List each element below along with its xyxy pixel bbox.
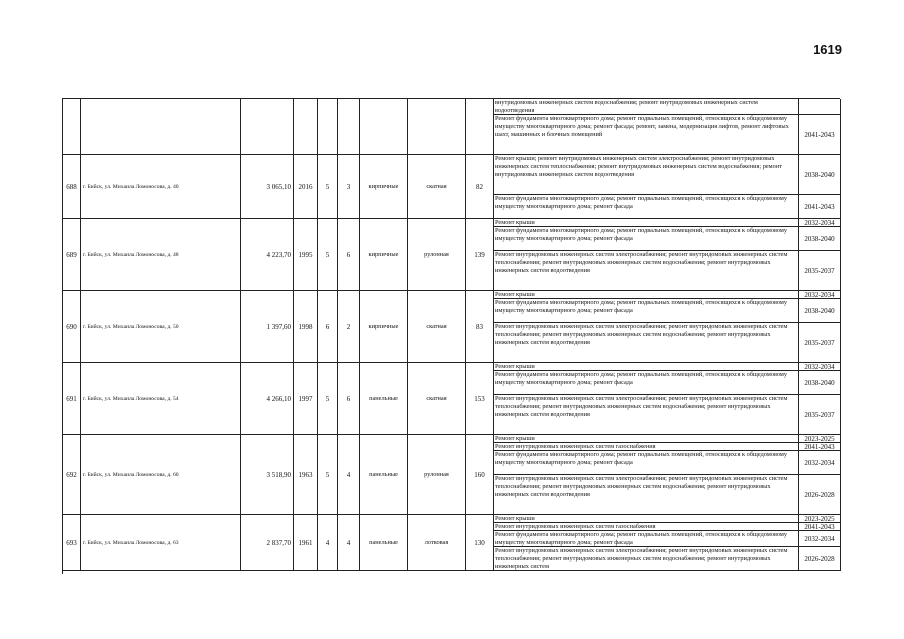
term-cell: 2038-2040 bbox=[799, 155, 841, 195]
work-cell: Ремонт внутридомовых инженерных систем электроснабжения; ремонт внутридомовых инженерных систем теплоснабжения; ремонт внутридомовых инженерных систем водоснабжения; ремонт внутридомовых инженерных систем водоотведения bbox=[494, 395, 799, 435]
work-cell: Ремонт фундамента многоквартирного дома; ремонт подвальных помещений, относящихся к общедомовому имуществу многоквартирного дома; ремонт фасада bbox=[494, 451, 799, 475]
row-number: 689 bbox=[63, 219, 81, 291]
work-cell: Ремонт крыши bbox=[494, 219, 799, 227]
row-number: 691 bbox=[63, 363, 81, 435]
wall-material: панельные bbox=[360, 363, 408, 435]
build-year: 1997 bbox=[294, 363, 318, 435]
row-number: 692 bbox=[63, 435, 81, 515]
term-cell: 2041-2043 bbox=[799, 443, 841, 451]
roof-type: рулонная bbox=[408, 435, 466, 515]
residents-count: 139 bbox=[466, 219, 494, 291]
build-year: 1961 bbox=[294, 515, 318, 571]
roof-type: скатная bbox=[408, 363, 466, 435]
wall-material: кирпичные bbox=[360, 291, 408, 363]
floors-count: 4 bbox=[318, 515, 338, 571]
floors-count: 5 bbox=[318, 363, 338, 435]
work-cell: Ремонт фундамента многоквартирного дома; ремонт подвальных помещений, относящихся к общедомовому имуществу многоквартирного дома; ремонт фасада bbox=[494, 371, 799, 395]
cont-num-cell bbox=[63, 99, 81, 155]
residents-count: 82 bbox=[466, 155, 494, 219]
term-cell: 2035-2037 bbox=[799, 395, 841, 435]
term-cell: 2038-2040 bbox=[799, 227, 841, 251]
build-year: 1995 bbox=[294, 219, 318, 291]
entrances-count: 3 bbox=[338, 155, 360, 219]
house-address: г. Бийск, ул. Михаила Ломоносова, д. 63 bbox=[81, 515, 241, 571]
house-address: г. Бийск, ул. Михаила Ломоносова, д. 54 bbox=[81, 363, 241, 435]
house-area: 1 397,60 bbox=[241, 291, 294, 363]
work-cell: Ремонт внутридомовых инженерных систем электроснабжения; ремонт внутридомовых инженерных систем теплоснабжения; ремонт внутридомовых инженерных систем водоснабжения; ремонт внутридомовых инженерных систем водоотведения bbox=[494, 251, 799, 291]
row-number: 690 bbox=[63, 291, 81, 363]
cont-walls-cell bbox=[360, 99, 408, 155]
residents-count: 83 bbox=[466, 291, 494, 363]
work-cell: Ремонт фундамента многоквартирного дома; ремонт подвальных помещений, относящихся к общедомовому имуществу многоквартирного дома; ремонт фасада; ремонт, замена, модернизация лифтов, ремонт лифтовых шахт, машинных и блочных помещений bbox=[494, 115, 799, 155]
house-area: 4 266,10 bbox=[241, 363, 294, 435]
term-cell: 2032-2034 bbox=[799, 291, 841, 299]
house-address: г. Бийск, ул. Михаила Ломоносова, д. 48 bbox=[81, 219, 241, 291]
term-cell: 2026-2028 bbox=[799, 547, 841, 571]
term-cell: 2038-2040 bbox=[799, 371, 841, 395]
roof-type: лотковая bbox=[408, 515, 466, 571]
cont-floors-cell bbox=[318, 99, 338, 155]
build-year: 2016 bbox=[294, 155, 318, 219]
term-cell: 2041-2043 bbox=[799, 195, 841, 219]
floors-count: 5 bbox=[318, 435, 338, 515]
row-number: 693 bbox=[63, 515, 81, 571]
work-cell: Ремонт крыши; ремонт внутридомовых инженерных систем электроснабжения; ремонт внутридомовых инженерных систем теплоснабжения; ремонт внутридомовых инженерных систем водоснабжения; ремонт внутридомовых инженерных систем водоотведения bbox=[494, 155, 799, 195]
term-cell: 2032-2034 bbox=[799, 219, 841, 227]
house-address: г. Бийск, ул. Михаила Ломоносова, д. 60 bbox=[81, 435, 241, 515]
term-cell bbox=[799, 99, 841, 115]
work-cell: Ремонт фундамента многоквартирного дома; ремонт подвальных помещений, относящихся к общедомовому имуществу многоквартирного дома; ремонт фасада bbox=[494, 195, 799, 219]
work-cell: Ремонт внутридомовых инженерных систем газоснабжения bbox=[494, 523, 799, 531]
work-cell: Ремонт внутридомовых инженерных систем электроснабжения; ремонт внутридомовых инженерных систем теплоснабжения; ремонт внутридомовых инженерных систем водоснабжения; ремонт внутридомовых инженерных систем водоотведения bbox=[494, 475, 799, 515]
house-area: 2 837,70 bbox=[241, 515, 294, 571]
row-number: 688 bbox=[63, 155, 81, 219]
work-cell: Ремонт внутридомовых инженерных систем газоснабжения bbox=[494, 443, 799, 451]
cont-entrances-cell bbox=[338, 99, 360, 155]
work-cell: Ремонт крыши bbox=[494, 363, 799, 371]
term-cell: 2041-2043 bbox=[799, 115, 841, 155]
cont-address-cell bbox=[81, 99, 241, 155]
house-address: г. Бийск, ул. Михаила Ломоносова, д. 50 bbox=[81, 291, 241, 363]
wall-material: панельные bbox=[360, 435, 408, 515]
entrances-count: 4 bbox=[338, 515, 360, 571]
house-area: 4 223,70 bbox=[241, 219, 294, 291]
floors-count: 5 bbox=[318, 155, 338, 219]
term-cell: 2032-2034 bbox=[799, 531, 841, 547]
term-cell: 2032-2034 bbox=[799, 451, 841, 475]
house-area: 3 065,10 bbox=[241, 155, 294, 219]
page-number: 1619 bbox=[813, 42, 842, 57]
term-cell: 2035-2037 bbox=[799, 251, 841, 291]
work-cell: Ремонт фундамента многоквартирного дома; ремонт подвальных помещений, относящихся к общедомовому имуществу многоквартирного дома; ремонт фасада bbox=[494, 531, 799, 547]
entrances-count: 4 bbox=[338, 435, 360, 515]
roof-type: скатная bbox=[408, 291, 466, 363]
entrances-count: 6 bbox=[338, 363, 360, 435]
wall-material: кирпичные bbox=[360, 219, 408, 291]
house-address: г. Бийск, ул. Михаила Ломоносова, д. 40 bbox=[81, 155, 241, 219]
residents-count: 130 bbox=[466, 515, 494, 571]
repair-schedule-table bbox=[62, 98, 840, 574]
cont-roof-cell bbox=[408, 99, 466, 155]
work-cell: внутридомовых инженерных систем водоснабжения; ремонт внутридомовых инженерных систем водоотведения bbox=[494, 99, 799, 115]
floors-count: 5 bbox=[318, 219, 338, 291]
work-cell: Ремонт фундамента многоквартирного дома; ремонт подвальных помещений, относящихся к общедомовому имуществу многоквартирного дома; ремонт фасада bbox=[494, 227, 799, 251]
build-year: 1963 bbox=[294, 435, 318, 515]
entrances-count: 2 bbox=[338, 291, 360, 363]
build-year: 1998 bbox=[294, 291, 318, 363]
entrances-count: 6 bbox=[338, 219, 360, 291]
work-cell: Ремонт внутридомовых инженерных систем электроснабжения; ремонт внутридомовых инженерных систем теплоснабжения; ремонт внутридомовых инженерных систем водоснабжения; ремонт внутридомовых инженерных систем водоотведения bbox=[494, 323, 799, 363]
work-cell: Ремонт крыши bbox=[494, 435, 799, 443]
floors-count: 6 bbox=[318, 291, 338, 363]
wall-material: кирпичные bbox=[360, 155, 408, 219]
cont-area-cell bbox=[241, 99, 294, 155]
work-cell: Ремонт фундамента многоквартирного дома; ремонт подвальных помещений, относящихся к общедомовому имуществу многоквартирного дома; ремонт фасада bbox=[494, 299, 799, 323]
house-area: 3 518,90 bbox=[241, 435, 294, 515]
term-cell: 2023-2025 bbox=[799, 515, 841, 523]
term-cell: 2041-2043 bbox=[799, 523, 841, 531]
cont-year-cell bbox=[294, 99, 318, 155]
term-cell: 2026-2028 bbox=[799, 475, 841, 515]
residents-count: 153 bbox=[466, 363, 494, 435]
term-cell: 2035-2037 bbox=[799, 323, 841, 363]
cont-count-cell bbox=[466, 99, 494, 155]
work-cell: Ремонт крыши bbox=[494, 291, 799, 299]
term-cell: 2038-2040 bbox=[799, 299, 841, 323]
term-cell: 2023-2025 bbox=[799, 435, 841, 443]
residents-count: 160 bbox=[466, 435, 494, 515]
work-cell: Ремонт внутридомовых инженерных систем электроснабжения; ремонт внутридомовых инженерных систем теплоснабжения; ремонт внутридомовых инженерных систем водоснабжения; ремонт внутридомовых инженерных систем bbox=[494, 547, 799, 571]
roof-type: рулонная bbox=[408, 219, 466, 291]
roof-type: скатная bbox=[408, 155, 466, 219]
work-cell: Ремонт крыши bbox=[494, 515, 799, 523]
wall-material: панельные bbox=[360, 515, 408, 571]
term-cell: 2032-2034 bbox=[799, 363, 841, 371]
